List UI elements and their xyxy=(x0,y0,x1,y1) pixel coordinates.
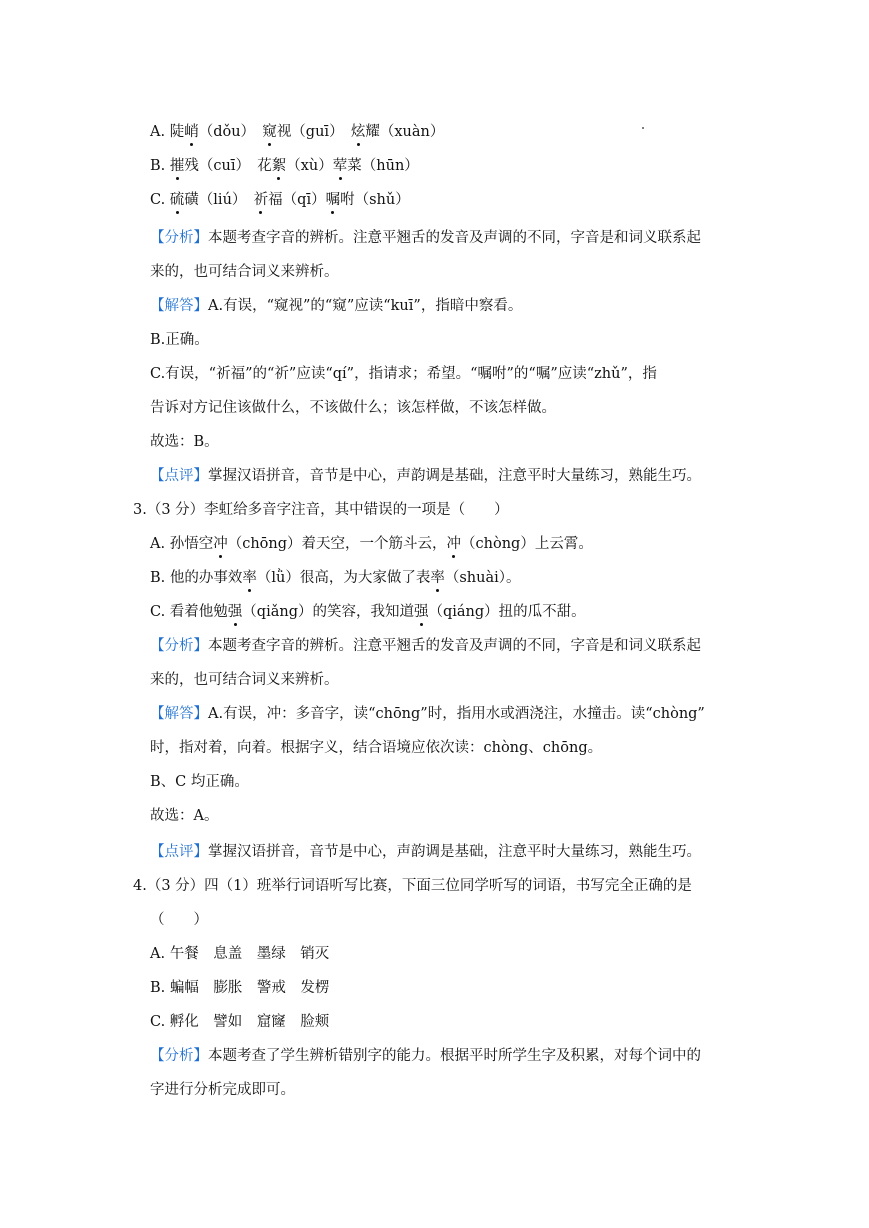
q2-answer-b: B.正确。 xyxy=(150,332,209,348)
analysis-tag: 【分析】 xyxy=(150,1048,208,1064)
q2-comment: 【点评】掌握汉语拼音，音节是中心，声韵调是基础，注意平时大量练习，熟能生巧。 xyxy=(150,468,701,484)
comment-tag: 【点评】 xyxy=(150,844,208,860)
q4-analysis-cont: 字进行分析完成即可。 xyxy=(150,1082,295,1098)
q2-analysis: 【分析】本题考查字音的辨析。注意平翘舌的发音及声调的不同，字音是和词义联系起 xyxy=(150,230,701,246)
q3-answer-cont: 时，指对着，向着。根据字义，结合语境应依次读：chòng、chōng。 xyxy=(150,740,603,756)
q2-option-b: B. 摧残（cuī） 花絮（xù）荤菜（hūn） xyxy=(150,158,419,174)
q2-option-a: A. 陡峭（dǒu） 窥视（guī） 炫耀（xuàn） xyxy=(150,124,445,140)
q2-analysis-cont: 来的，也可结合词义来辨析。 xyxy=(150,264,339,280)
analysis-tag: 【分析】 xyxy=(150,230,208,246)
q2-option-c: C. 硫磺（liú） 祈福（qī）嘱咐（shǔ） xyxy=(150,192,410,208)
q4-stem-cont: （ ） xyxy=(150,912,208,928)
q3-stem: 3.（3 分）李虹给多音字注音，其中错误的一项是（ ） xyxy=(133,502,509,518)
q3-analysis: 【分析】本题考查字音的辨析。注意平翘舌的发音及声调的不同，字音是和词义联系起 xyxy=(150,638,701,654)
q3-answer: 【解答】A.有误，冲：多音字，读“chōng”时，指用水或酒浇注，水撞击。读“chòng” xyxy=(150,706,705,722)
q4-option-b: B. 蝙幅 膨胀 警戒 发楞 xyxy=(150,980,330,996)
q3-option-c: C. 看着他勉强（qiǎng）的笑容，我知道强（qiáng）扭的瓜不甜。 xyxy=(150,604,586,620)
q3-choice: 故选：A。 xyxy=(150,808,219,824)
answer-tag: 【解答】 xyxy=(150,706,208,722)
q2-answer-c-cont: 告诉对方记住该做什么，不该做什么；该怎样做，不该怎样做。 xyxy=(150,400,556,416)
comment-tag: 【点评】 xyxy=(150,468,208,484)
answer-tag: 【解答】 xyxy=(150,298,208,314)
q4-analysis: 【分析】本题考查了学生辨析错别字的能力。根据平时所学生字及积累，对每个词中的 xyxy=(150,1048,701,1064)
q3-analysis-cont: 来的，也可结合词义来辨析。 xyxy=(150,672,339,688)
q4-stem: 4.（3 分）四（1）班举行词语听写比赛，下面三位同学听写的词语，书写完全正确的是 xyxy=(133,878,692,894)
q2-choice: 故选：B。 xyxy=(150,434,219,450)
q3-answer-bc: B、C 均正确。 xyxy=(150,774,249,790)
q2-answer: 【解答】A.有误，“窥视”的“窥”应读“kuī”，指暗中察看。 xyxy=(150,298,523,314)
q3-option-a: A. 孙悟空冲（chōng）着天空，一个筋斗云，冲（chòng）上云霄。 xyxy=(150,536,593,552)
q3-comment: 【点评】掌握汉语拼音，音节是中心，声韵调是基础，注意平时大量练习，熟能生巧。 xyxy=(150,844,701,860)
q3-option-b: B. 他的办事效率（lǜ）很高，为大家做了表率（shuài）。 xyxy=(150,570,521,586)
q4-option-a: A. 午餐 息盖 墨绿 销灭 xyxy=(150,946,330,962)
q2-answer-c: C.有误，“祈福”的“祈”应读“qí”，指请求；希望。“嘱咐”的“嘱”应读“zhǔ”，指 xyxy=(150,366,657,382)
stray-mark xyxy=(642,127,644,129)
analysis-tag: 【分析】 xyxy=(150,638,208,654)
q4-option-c: C. 孵化 譬如 窟窿 脸颊 xyxy=(150,1014,330,1030)
